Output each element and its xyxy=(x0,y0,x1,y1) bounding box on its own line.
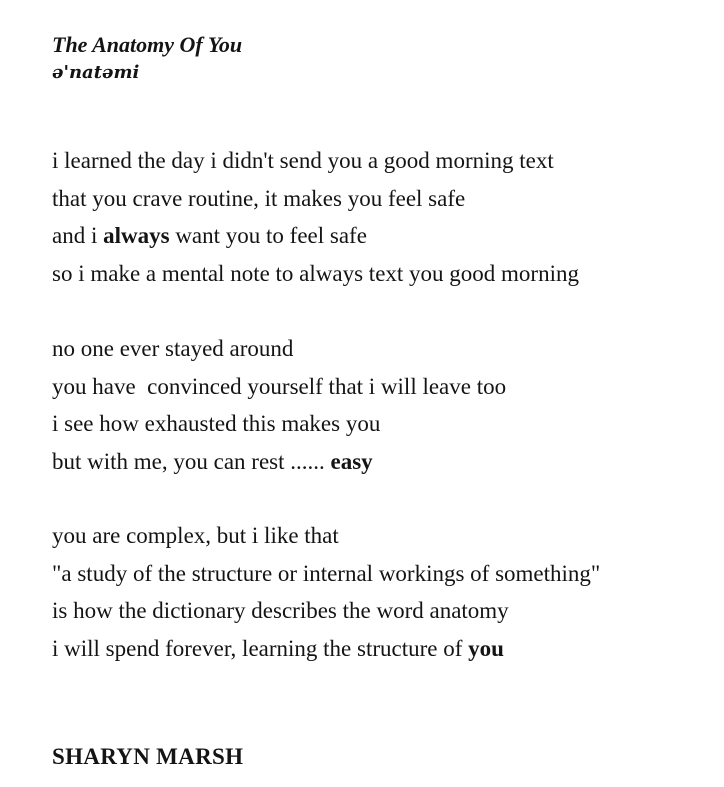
stanza-3 xyxy=(52,517,600,667)
emphasis-word: easy xyxy=(330,448,373,474)
poem-line: i learned the day i didn't send you a good morning text xyxy=(52,148,554,173)
poem-line: you have convinced yourself that i will leave too xyxy=(52,373,507,399)
poem-line: so i make a mental note to always text you good morning xyxy=(52,260,579,286)
emphasis-word: you xyxy=(468,635,504,661)
line-text: but with me, you can rest ...... xyxy=(52,448,331,474)
poem-line: i see how exhausted this makes you xyxy=(52,411,381,436)
line-text: and i xyxy=(52,223,104,248)
poem-line: that you crave routine, it makes you feel safe xyxy=(52,185,466,211)
line-text: want you to feel safe xyxy=(169,223,367,248)
poem-title: The Anatomy Of You xyxy=(52,32,243,57)
pronunciation: ə'natəmi xyxy=(52,62,140,83)
stanza-2 xyxy=(52,330,506,480)
emphasis-word: always xyxy=(103,223,170,248)
poem-header xyxy=(52,30,242,86)
poem-line xyxy=(52,217,579,255)
poem-line: you are complex, but i like that xyxy=(52,523,339,548)
poem-line: no one ever stayed around xyxy=(52,336,294,361)
line-text: i will spend forever, learning the structure of xyxy=(52,635,469,661)
poem-line xyxy=(52,630,600,668)
poem-line: is how the dictionary describes the word anatomy xyxy=(52,598,509,623)
stanza-1 xyxy=(52,142,579,292)
author-name: SHARYN MARSH xyxy=(52,744,244,769)
poem-line xyxy=(52,443,506,481)
poem-line: "a study of the structure or internal workings of something" xyxy=(52,560,601,586)
